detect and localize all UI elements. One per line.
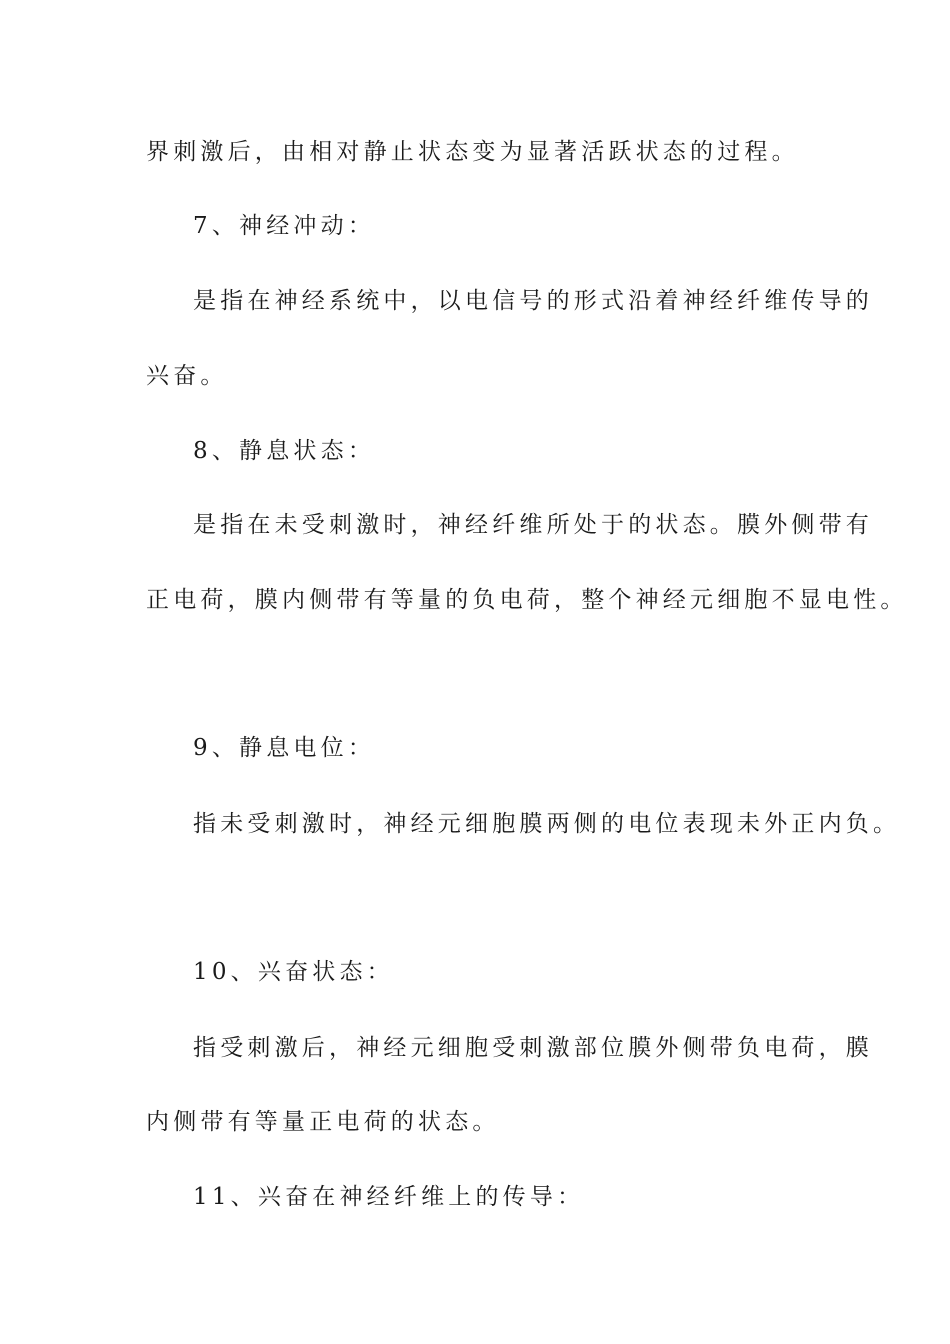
definition-excited-state-line-1: 指受刺激后，神经元细胞受刺激部位膜外侧带负电荷，膜	[193, 1035, 873, 1061]
heading-resting-potential: 9、静息电位：	[193, 735, 376, 761]
definition-nerve-impulse-line-1: 是指在神经系统中，以电信号的形式沿着神经纤维传导的	[193, 288, 873, 314]
heading-excited-state: 10、兴奋状态：	[193, 959, 394, 985]
definition-resting-state-line-1: 是指在未受刺激时，神经纤维所处于的状态。膜外侧带有	[193, 512, 873, 538]
definition-excited-state-line-2: 内侧带有等量正电荷的状态。	[146, 1109, 500, 1135]
paragraph-continuation: 界刺激后，由相对静止状态变为显著活跃状态的过程。	[146, 139, 799, 165]
definition-resting-state-line-2: 正电荷，膜内侧带有等量的负电荷，整个神经元细胞不显电性。	[146, 587, 908, 613]
heading-resting-state: 8、静息状态：	[193, 438, 376, 464]
heading-excitation-conduction: 11、兴奋在神经纤维上的传导：	[193, 1184, 585, 1210]
heading-nerve-impulse: 7、神经冲动：	[193, 213, 376, 239]
definition-resting-potential: 指未受刺激时，神经元细胞膜两侧的电位表现未外正内负。	[193, 811, 901, 837]
definition-nerve-impulse-line-2: 兴奋。	[146, 363, 228, 389]
